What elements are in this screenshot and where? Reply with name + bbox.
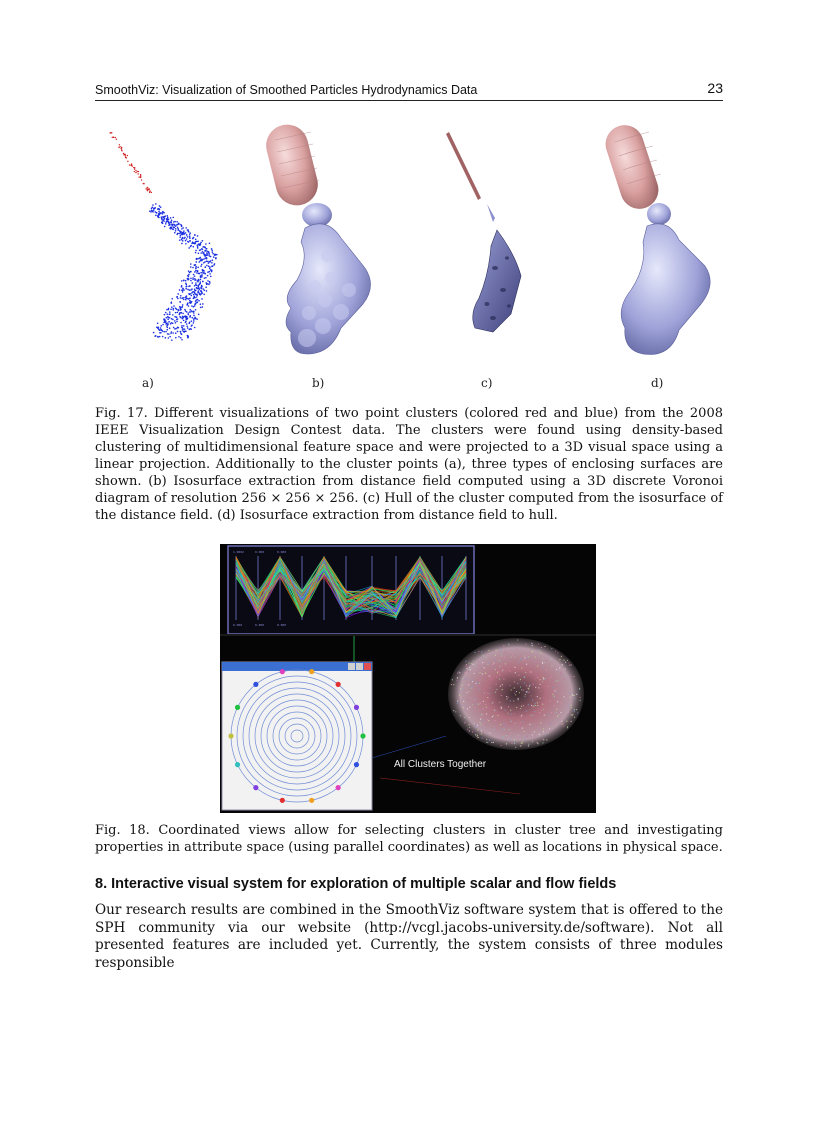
panel-label-c: c)	[481, 376, 493, 390]
panel-d-isosurface-hull	[601, 120, 711, 354]
figure-18-caption: Fig. 18. Coordinated views allow for selecting clusters in cluster tree and investigating properties in attribute space (using parallel coordinates) as well as locations in physical space.	[95, 823, 723, 855]
svg-text:0.000: 0.000	[277, 550, 287, 554]
svg-text:0.000: 0.000	[255, 550, 265, 554]
svg-text:0.000: 0.000	[255, 623, 265, 627]
panel-label-b: b)	[312, 376, 325, 390]
figure-18	[220, 544, 596, 813]
section-heading: 8. Interactive visual system for exploration of multiple scalar and flow fields	[95, 876, 617, 892]
figure-18-image	[220, 544, 596, 813]
svg-text:0.000: 0.000	[233, 623, 243, 627]
figure-17-caption: Fig. 17. Different visualizations of two point clusters (colored red and blue) from the 2008 IEEE Visualization Design Contest data. The clusters were found using density-based clustering of multidimensional feature space and were projected to a 3D visual space using a linear projection. Additionally to the cluster points (a), three types of enclosing surfaces are shown. (b) Isosurface extraction from distance field computed using a 3D discrete Voronoi diagram of resolution 256 × 256 × 256. (c) Hull of the cluster computed from the isosurface of the distance field. (d) Isosurface extraction from distance field to hull.	[95, 406, 723, 523]
overlay-label: All Clusters Together	[394, 759, 487, 770]
page-number: 23	[707, 80, 723, 96]
running-title: SmoothViz: Visualization of Smoothed Particles Hydrodynamics Data	[95, 83, 478, 97]
figure-17-image	[95, 118, 723, 398]
panel-label-a: a)	[142, 376, 154, 390]
figure-17	[95, 118, 723, 398]
body-paragraph: Our research results are combined in the SmoothViz software system that is offered to the SPH community via our website (http://vcgl.jacobs-university.de/software). Not all presented features are included yet. Currently, the system consists of three modules responsible	[95, 902, 723, 971]
panel-c-hull	[446, 132, 521, 332]
svg-text:1.0002: 1.0002	[233, 550, 244, 554]
panel-a-points	[109, 132, 217, 341]
svg-text:0.000: 0.000	[277, 623, 287, 627]
panel-label-d: d)	[651, 376, 664, 390]
running-header	[95, 80, 723, 101]
panel-b-isosurface	[262, 120, 371, 354]
